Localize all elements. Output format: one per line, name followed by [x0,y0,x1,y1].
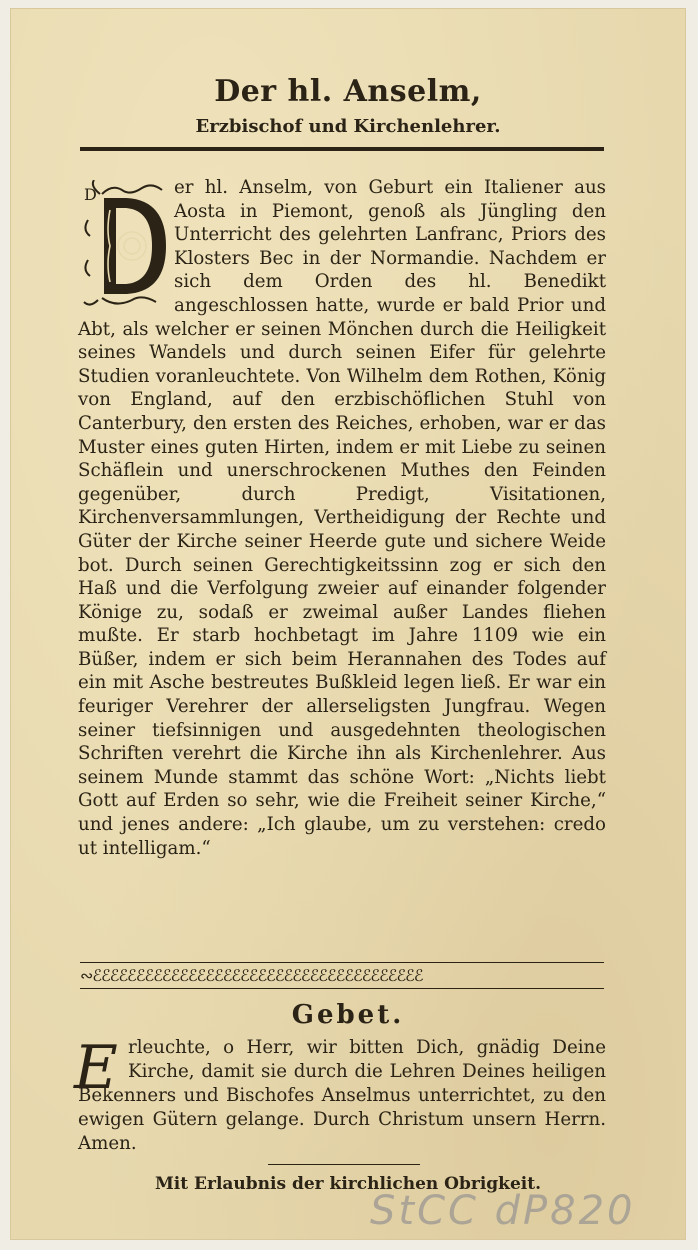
dropcap-e-spacer [78,1036,128,1080]
card-title: Der hl. Anselm, [214,74,482,109]
dropcap-spacer [78,176,174,304]
title-rule [80,147,604,151]
prayer-title: Gebet. [291,1000,405,1030]
card-subtitle: Erzbischof und Kirchenlehrer. [195,116,501,137]
life-text [78,176,606,860]
life-text-content: er hl. Anselm, von Geburt ein Italiener aus Aosta in Piemont, genoß als Jüngling den Unterricht des gelehrten Lanfranc, Priors des Klosters Bec in der Normandie. Nachdem er sich dem Orden des hl. Benedikt angeschlossen hatte, wurde er bald Prior und Abt, als welcher er seinen Mönchen durch die Heiligkeit seines Wandels und durch seinen Eifer für gelehrte Studien voranleuchtete. Von Wilhelm dem Rothen, König von England, auf den erzbischöflichen Stuhl von Canterbury, den ersten des Reiches, erhoben, war er das Muster eines guten Hirten, indem er mit Liebe zu seinen Schäflein und unerschrockenen Muthes den Feinden gegenüber, durch Predigt, Visitationen, Kirchenversammlungen, Vertheidigung der Rechte und Güter der Kirche seiner Heerde gute und sichere Weide bot. Durch seinen Gerechtigkeitssinn zog er sich den Haß und die Verfolgung zweier auf einander folgender Könige zu, sodaß er zweimal außer Landes fliehen mußte. Er starb hochbetagt im Jahre 1109 wie ein Büßer, indem er sich beim Herannahen des Todes auf ein mit Asche bestreutes Bußkleid legen ließ. Er war ein feuriger Verehrer der allerseligsten Jungfrau. Wegen seiner tiefsinnigen und ausgedehnten theologischen Schriften verehrt die Kirche ihn als Kirchenlehrer. Aus seinem Munde stammt das schöne Wort: „Nichts liebt Gott auf Erden so sehr, wie die Freiheit seiner Kirche,“ und jenes andere: „Ich glaube, um zu verstehen: credo ut intelligam.“ [78,177,606,859]
imprimatur-line: Mit Erlaubnis der kirchlichen Obrigkeit. [154,1174,541,1194]
ornament-rule-bottom [80,988,604,989]
prayer-text [78,1036,606,1156]
ornament-rule-top [80,962,604,963]
dropcap-d-letter: D [84,185,97,204]
prayer-text-content: rleuchte, o Herr, wir bitten Dich, gnädig Deine Kirche, damit sie durch die Lehren Deines heiligen Bekenners und Bischofes Anselmus unterrichtet, zu den ewigen Gütern gelange. Durch Christum unsern Herrn. Amen. [78,1037,606,1154]
dropcap-e-letter: E [74,1034,118,1096]
wave-ornament-band: ∾ℰℰℰℰℰℰℰℰℰℰℰℰℰℰℰℰℰℰℰℰℰℰℰℰℰℰℰℰℰℰℰℰℰℰℰℰℰℰ [80,968,423,984]
pencil-shelfmark: StCC dP820 [370,1188,636,1234]
devotional-card [10,8,686,1240]
footer-rule [268,1164,420,1165]
